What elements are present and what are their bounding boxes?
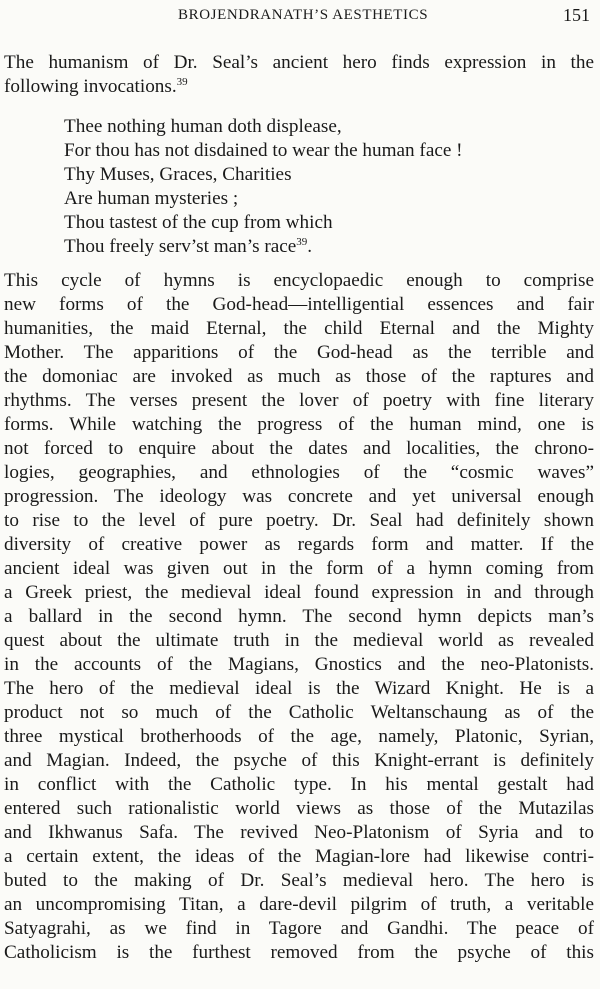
verse-line: Thee nothing human doth displease, [64,116,342,137]
verse-line: For thou has not disdained to wear the human face ! [64,140,463,161]
paragraph-line: progression. The ideology was concrete and yet universal enough [4,486,594,507]
paragraph-line: entered such rationalistic world views as those of the Mutazilas [4,798,594,819]
paragraph-line: This cycle of hymns is encyclopaedic enough to comprise [4,270,594,291]
paragraph-line: Satyagrahi, as we find in Tagore and Gandhi. The peace of [4,918,594,939]
paragraph-line: and Magian. Indeed, the psyche of this Knight-errant is definitely [4,750,594,771]
paragraph-line: a certain extent, the ideas of the Magian-lore had likewise contri- [4,846,594,867]
paragraph-line: rhythms. The verses present the lover of poetry with fine literary [4,390,594,411]
verse-line-last [64,235,524,259]
running-head [0,5,600,27]
paragraph-line: buted to the making of Dr. Seal’s medieval hero. The hero is [4,870,594,891]
verse-end-punct: . [307,236,313,257]
intro-line-last [4,75,594,99]
footnote-reference: 39 [176,76,188,88]
paragraph-line: the domoniac are invoked as much as those of the raptures and [4,366,594,387]
paragraph-line: a ballard in the second hymn. The second hymn depicts man’s [4,606,594,627]
paragraph-line: a Greek priest, the medieval ideal found expression in and through [4,582,594,603]
main-paragraph [4,269,594,965]
paragraph-line: new forms of the God-head—intelligential essences and fair [4,294,594,315]
footnote-reference: 39 [296,236,308,248]
paragraph-line: quest about the ultimate truth in the medieval world as revealed [4,630,594,651]
paragraph-line: in conflict with the Catholic type. In his mental gestalt had [4,774,594,795]
verse-line: Are human mysteries ; [64,188,239,209]
paragraph-line: not forced to enquire about the dates and localities, the chrono- [4,438,594,459]
paragraph-line: an uncompromising Titan, a dare-devil pilgrim of truth, a veritable [4,894,594,915]
paragraph-line: three mystical brotherhoods of the age, namely, Platonic, Syrian, [4,726,594,747]
paragraph-line: diversity of creative power as regards form and matter. If the [4,534,594,555]
verse-quotation [64,115,524,259]
verse-line-text: Thou freely serv’st man’s race [64,236,297,257]
paragraph-line: The hero of the medieval ideal is the Wizard Knight. He is a [4,678,594,699]
paragraph-line: logies, geographies, and ethnologies of the “cosmic waves” [4,462,594,483]
paragraph-line: ancient ideal was given out in the form of a hymn coming from [4,558,594,579]
paragraph-line: forms. While watching the progress of the human mind, one is [4,414,594,435]
verse-line: Thou tastest of the cup from which [64,212,333,233]
paragraph-line: to rise to the level of pure poetry. Dr. Seal had definitely shown [4,510,594,531]
paragraph-line: Catholicism is the furthest removed from the psyche of this [4,942,594,963]
running-title: BROJENDRANATH’S AESTHETICS [178,7,429,23]
intro-line-text: following invocations. [4,76,177,97]
paragraph-line: Mother. The apparitions of the God-head as the terrible and [4,342,594,363]
page-number: 151 [563,5,590,25]
intro-paragraph [4,51,594,99]
paragraph-line: product not so much of the Catholic Weltanschaung as of the [4,702,594,723]
paragraph-line: and Ikhwanus Safa. The revived Neo-Platonism of Syria and to [4,822,594,843]
paragraph-line: in the accounts of the Magians, Gnostics and the neo-Platonists. [4,654,594,675]
paragraph-line: humanities, the maid Eternal, the child Eternal and the Mighty [4,318,594,339]
verse-line: Thy Muses, Graces, Charities [64,164,292,185]
intro-line: The humanism of Dr. Seal’s ancient hero finds expression in the [4,52,594,73]
